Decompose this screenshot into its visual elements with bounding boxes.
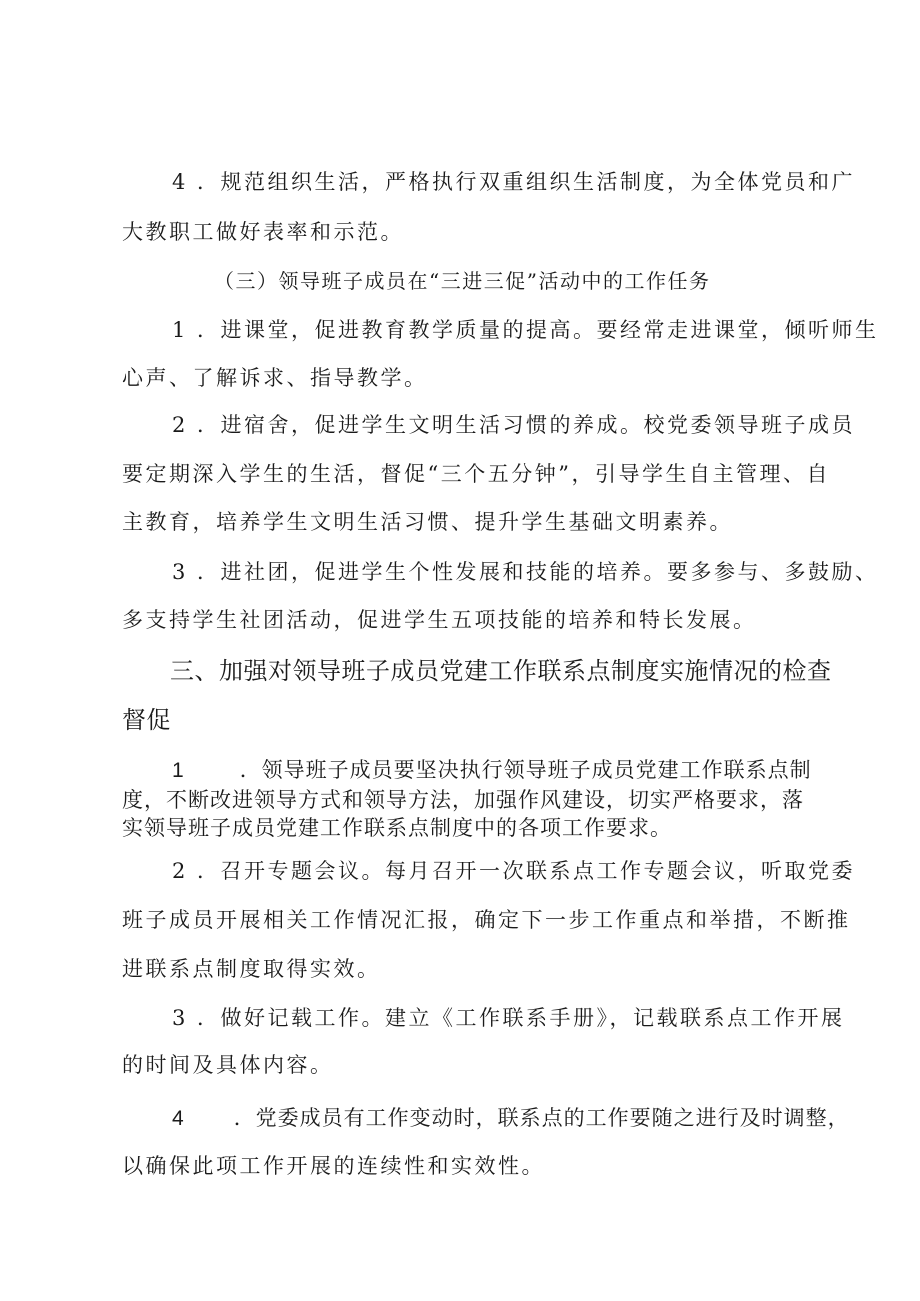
item-number: 4 (172, 1107, 184, 1130)
sub-heading: （三）领导班子成员在“三进三促”活动中的工作任务 (214, 269, 711, 293)
paragraph-line (172, 755, 862, 786)
section-heading: 督促 (122, 706, 171, 734)
paragraph-line: 实领导班子成员党建工作联系点制度中的各项工作要求。 (122, 816, 672, 840)
paragraph-line: 1 ．进课堂，促进教育教学质量的提高。要经常走进课堂，倾听师生 (172, 318, 879, 342)
paragraph-line: 3 ．进社团，促进学生个性发展和技能的培养。要多参与、多鼓励、 (172, 560, 879, 584)
paragraph-line: 心声、了解诉求、指导教学。 (122, 366, 428, 390)
paragraph-line: 度，不断改进领导方式和领导方法，加强作风建设，切实严格要求，落 (122, 788, 804, 812)
paragraph-line: 2 ．进宿舍，促进学生文明生活习惯的养成。校党委领导班子成员 (172, 413, 856, 437)
paragraph-line: 的时间及具体内容。 (122, 1053, 334, 1077)
paragraph-line: 主教育，培养学生文明生活习惯、提升学生基础文明素养。 (122, 510, 733, 534)
paragraph-line: 多支持学生社团活动，促进学生五项技能的培养和特长发展。 (122, 608, 757, 632)
paragraph-line: 大教职工做好表率和示范。 (122, 220, 404, 244)
item-text: ．领导班子成员要坚决执行领导班子成员党建工作联系点制 (239, 758, 812, 782)
item-number: 1 (172, 759, 184, 782)
item-text: ．党委成员有工作变动时，联系点的工作要随之进行及时调整， (233, 1106, 850, 1130)
paragraph-line: 以确保此项工作开展的连续性和实效性。 (122, 1154, 545, 1178)
paragraph-line: 3 ．做好记载工作。建立《工作联系手册》，记载联系点工作开展 (172, 1006, 845, 1030)
paragraph-line: 要定期深入学生的生活，督促“三个五分钟”，引导学生自主管理、自 (122, 462, 830, 486)
paragraph-line: 进联系点制度取得实效。 (122, 957, 381, 981)
paragraph-line: 2 ．召开专题会议。每月召开一次联系点工作专题会议，听取党委 (172, 859, 856, 883)
paragraph-line (172, 1103, 862, 1134)
paragraph-line: 班子成员开展相关工作情况汇报，确定下一步工作重点和举措，不断推 (122, 908, 851, 932)
paragraph-line: 4 ．规范组织生活，严格执行双重组织生活制度，为全体党员和广 (172, 170, 856, 194)
section-heading: 三、加强对领导班子成员党建工作联系点制度实施情况的检查 (170, 657, 832, 685)
